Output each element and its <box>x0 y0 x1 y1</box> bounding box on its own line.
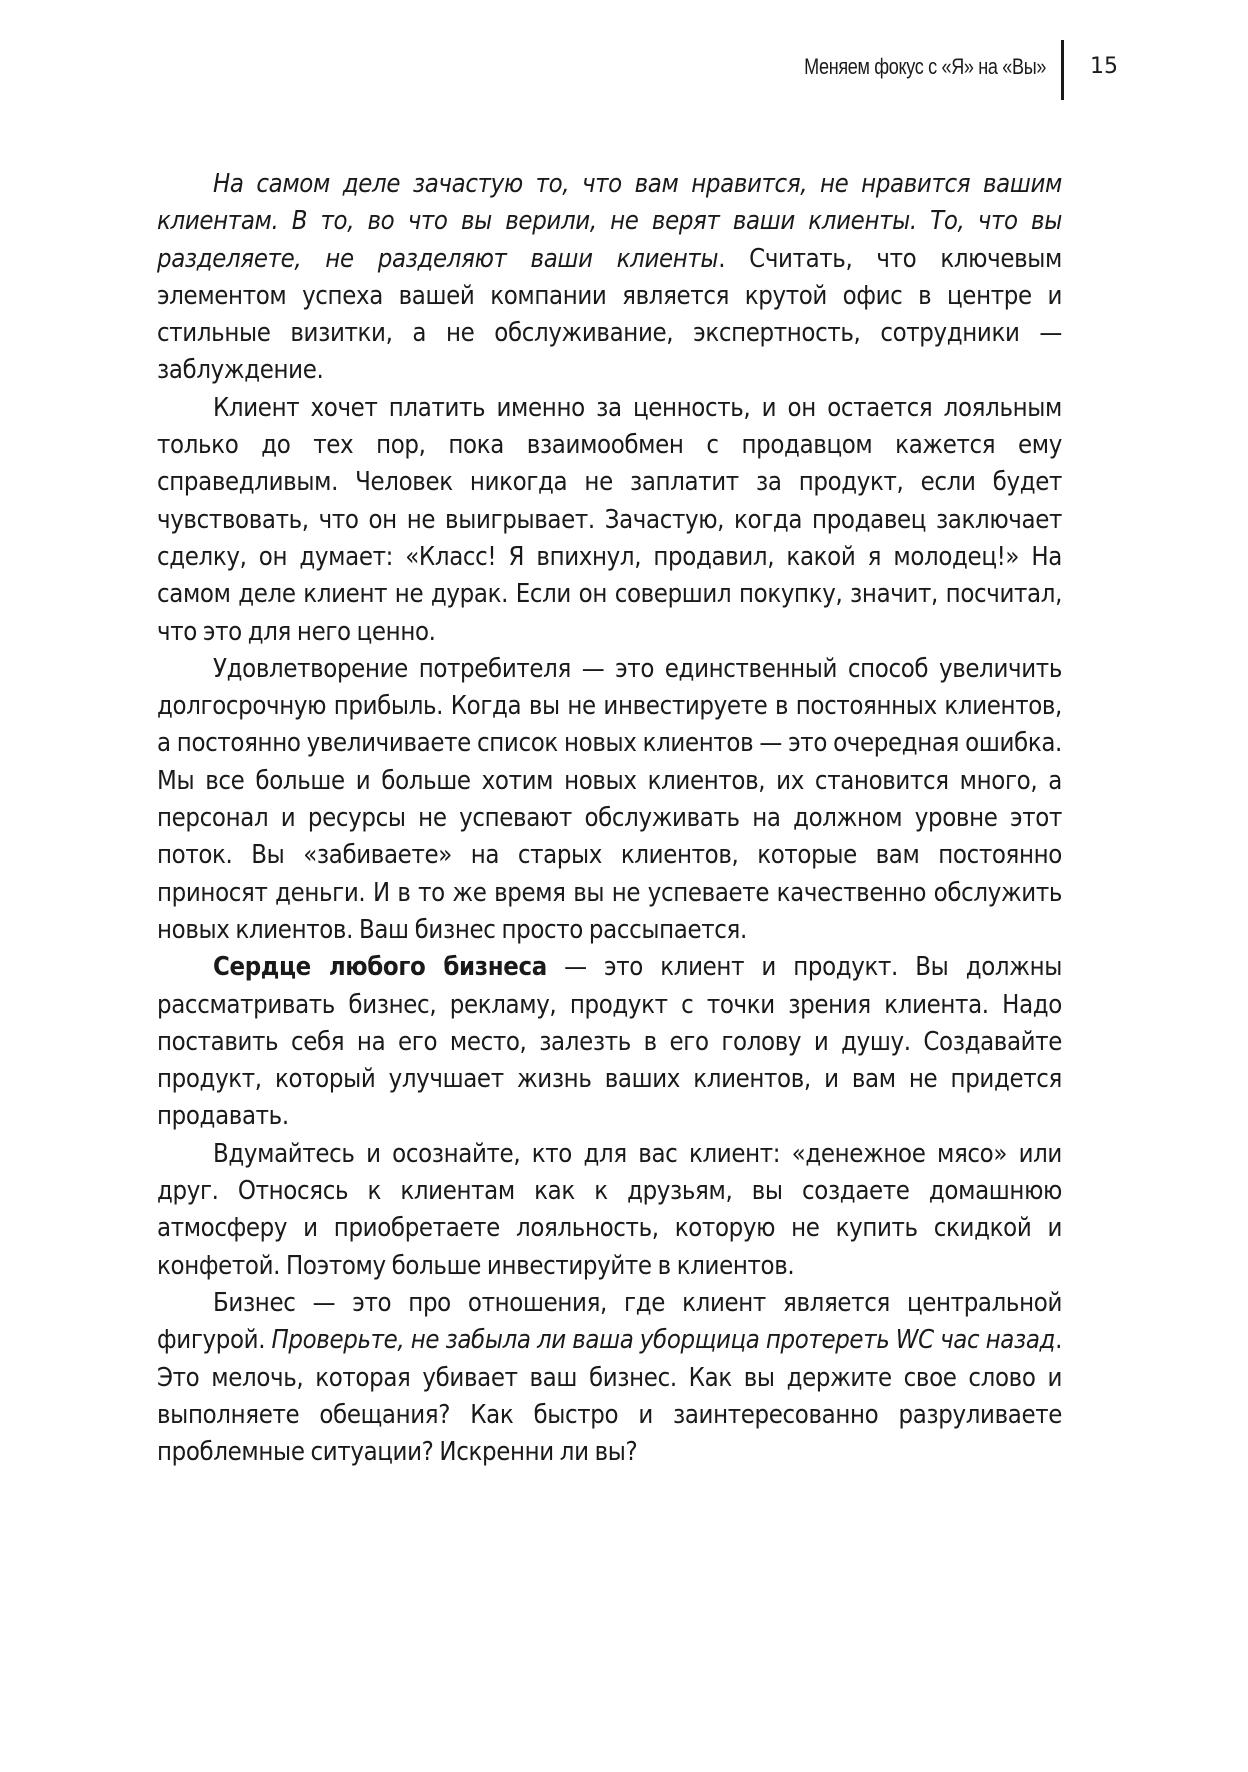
running-head: Меняем фокус с «Я» на «Вы» <box>804 54 1046 79</box>
page-number: 15 <box>1090 54 1118 79</box>
text: — это клиент и продукт. Вы должны рассматривать бизнес, рекламу, продукт с точки зрения клиента. Надо поставить себя на его место, залезть в его голову и душу. Создавайте продукт, который улучшает жизнь ваших клиентов, и вам не придется продавать. <box>157 952 1062 1132</box>
paragraph-2 <box>157 390 1062 651</box>
paragraph-5 <box>157 1136 1062 1285</box>
text: . Считать, что ключевым элементом успеха вашей компании является крутой офис в центре и стильные визитки, а не обслуживание, экспертность, сотрудники — заблуждение. <box>157 243 1062 386</box>
paragraph-4 <box>157 949 1062 1135</box>
text: Удовлетворение потребителя — это единственный способ увеличить долгосрочную прибыль. Когда вы не инвестируете в постоянных клиентов, а постоянно увеличиваете список новых клиентов — это очередная ошибка. Мы все больше и больше хотим новых клиентов, их становится много, а персонал и ресурсы не успевают обслуживать на должном уровне этот поток. Вы «забиваете» на старых клиентов, которые вам постоянно приносят деньги. И в то же время вы не успеваете качественно обслужить новых клиентов. Ваш бизнес просто рассыпается. <box>157 653 1062 945</box>
italic-text: На самом деле зачастую то, что вам нравится, не нравится вашим клиентам. В то, во что вы верили, не верят ваши клиенты. То, что вы разделяете, не разделяют ваши клиенты <box>157 169 1062 274</box>
paragraph-3 <box>157 651 1062 949</box>
paragraph-6 <box>157 1285 1062 1471</box>
text: Клиент хочет платить именно за ценность, и он остается лояльным только до тех пор, пока взаимообмен с продавцом кажется ему справедливым. Человек никогда не заплатит за продукт, если будет чувствовать, что он не выигрывает. Зачастую, когда продавец заключает сделку, он думает: «Класс! Я впихнул, продавил, какой я молодец!» На самом деле клиент не дурак. Если он совершил покупку, значит, посчитал, что это для него ценно. <box>157 392 1062 647</box>
paragraph-1 <box>157 166 1062 390</box>
text: Бизнес — это про отношения, где клиент является центральной фигурой. <box>157 1287 1062 1356</box>
text: Вдумайтесь и осознайте, кто для вас клиент: «денежное мясо» или друг. Относясь к клиентам как к друзьям, вы создаете домашнюю атмосферу и приобретаете лояльность, которую не купить скидкой и конфетой. Поэтому больше инвестируйте в клиентов. <box>157 1138 1062 1281</box>
text: . Это мелочь, которая убивает ваш бизнес. Как вы держите свое слово и выполняете обещания? Как быстро и заинтересованно разруливаете проблемные ситуации? Искренни ли вы? <box>157 1325 1063 1468</box>
body-text <box>157 166 1062 1471</box>
bold-lead-text: Сердце любого бизнеса <box>213 952 547 983</box>
header-divider <box>1061 40 1064 100</box>
italic-text: Проверьте, не забыла ли ваша уборщица протереть WC час назад <box>271 1325 1056 1356</box>
